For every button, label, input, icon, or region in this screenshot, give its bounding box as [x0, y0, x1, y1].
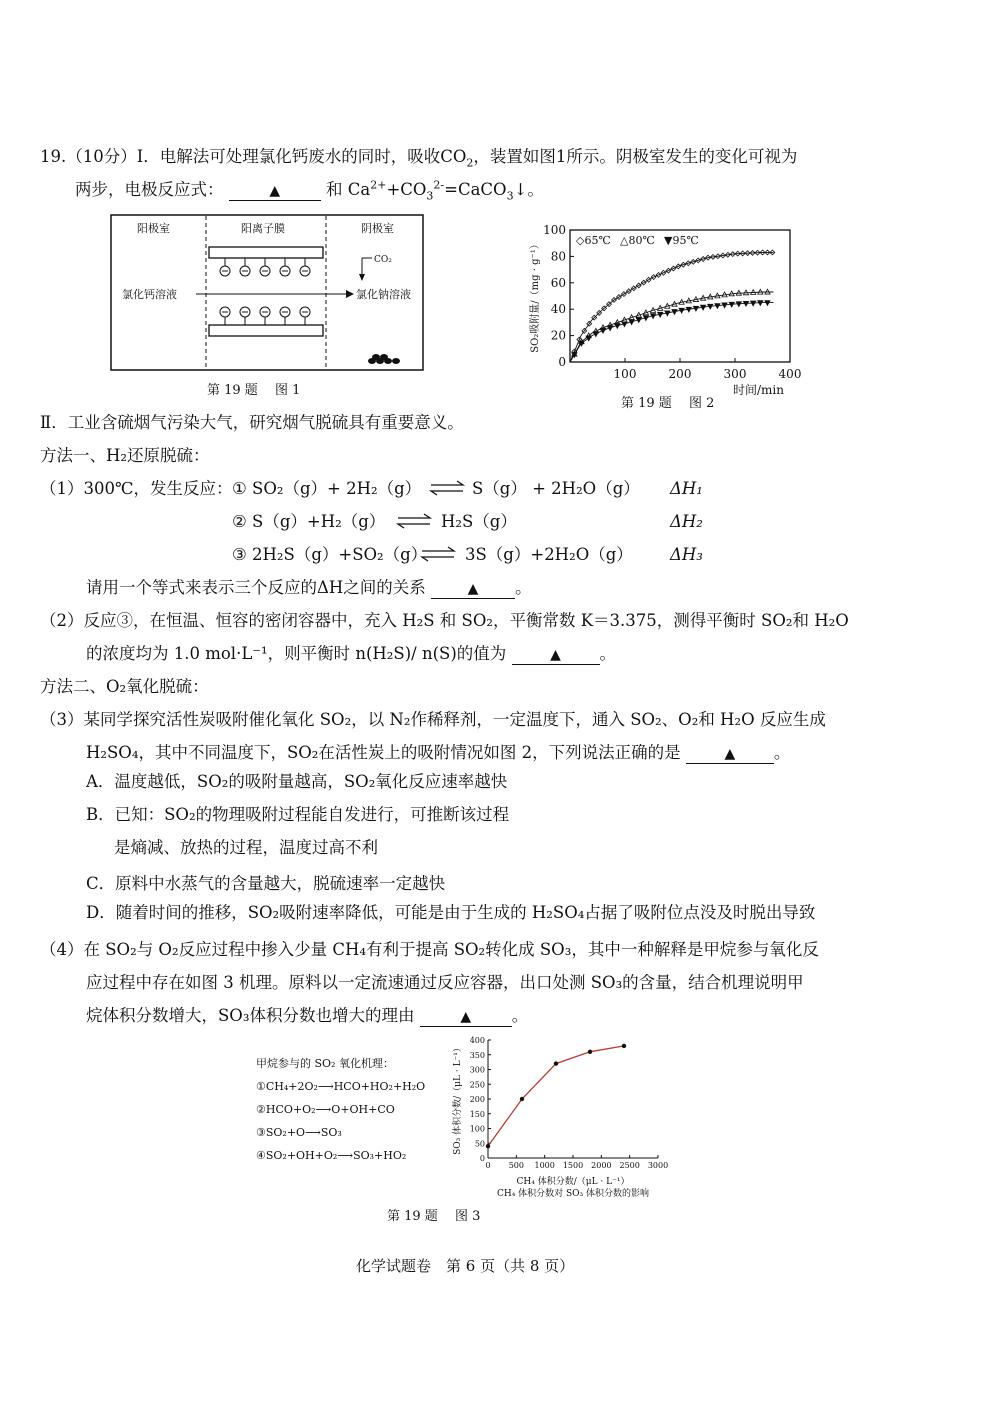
mechanism-step-3: ③SO₂+O⟶SO₃ — [256, 1126, 342, 1139]
x-tick-label: 1000 — [534, 1161, 555, 1170]
series-line — [488, 1046, 624, 1146]
reaction-3-enthalpy: ΔH₃ — [670, 545, 703, 564]
q1-lead: （1）300℃，发生反应： — [40, 479, 233, 498]
y-axis-label: SO₃ 体积分数/（μL · L⁻¹） — [453, 1043, 463, 1155]
left-solution-label: 氯化钙溶液 — [122, 288, 177, 301]
q4-line3: 烷体积分数增大，SO₃体积分数也增大的理由 ▲ 。 — [86, 1006, 529, 1025]
data-point — [622, 1044, 626, 1048]
x-tick-label: 300 — [723, 367, 747, 381]
y-tick-label: 350 — [469, 1050, 485, 1060]
y-tick-label: 60 — [550, 275, 566, 290]
y-tick-label: 40 — [550, 302, 566, 317]
reaction-1: ① SO₂（g）+ 2H₂（g） — [232, 479, 422, 498]
y-axis-label: SO₂吸附量/（mg · g⁻¹） — [530, 239, 541, 353]
x-axis-label: CH₄ 体积分数/（μL · L⁻¹） — [516, 1177, 630, 1187]
plot-frame — [570, 230, 790, 362]
y-tick-label: 0 — [479, 1154, 485, 1163]
reaction-1-products: S（g） + 2H₂O（g） — [472, 479, 640, 498]
figure-1-caption: 第 19 题 图 1 — [207, 383, 301, 398]
q19-line2: 两步，电极反应式： ▲ 和 $Ca^{2+}+CO_3^{2-}=CaCO_3↓$。 — [75, 178, 544, 203]
mechanism-list — [256, 1052, 425, 1167]
data-point — [520, 1097, 524, 1101]
mechanism-step-1: ①CH₄+2O₂⟶HCO+HO₂+H₂O — [256, 1080, 426, 1093]
data-point-95℃ — [586, 336, 591, 341]
membrane-label: 阳离子膜 — [241, 222, 285, 235]
legend-entry: ▼95℃ — [664, 234, 699, 247]
co2-label: CO₂ — [374, 255, 392, 265]
x-tick-label: 3000 — [647, 1161, 669, 1170]
x-tick-label: 500 — [508, 1161, 524, 1170]
page-footer: 化学试题卷 第 6 页（共 8 页） — [356, 1257, 575, 1275]
q1-ask-line: 请用一个等式来表示三个反应的ΔH之间的关系 ▲ 。 — [86, 578, 532, 597]
x-tick-label: 0 — [485, 1161, 491, 1170]
option-b-line1[interactable]: B．已知：SO₂的物理吸附过程能自发进行，可推断该过程 — [86, 805, 510, 824]
q2-line1: （2）反应③，在恒温、恒容的密闭容器中，充入 H₂S 和 SO₂，平衡常数 K＝3.375，测得平衡时 SO₂和 H₂O — [40, 611, 849, 630]
x-tick-label: 100 — [613, 367, 637, 381]
y-tick-label: 300 — [469, 1065, 485, 1075]
x-tick-label: 400 — [778, 367, 802, 381]
precipitate-icon — [368, 354, 400, 364]
y-tick-label: 250 — [469, 1080, 485, 1090]
reaction-3: ③ 2H₂S（g）+SO₂（g） — [232, 545, 428, 564]
reaction-2-products: H₂S（g） — [441, 512, 517, 531]
chart-subtitle: CH₄ 体积分数对 SO₃ 体积分数的影响 — [496, 1189, 650, 1199]
answer-blank[interactable]: ▲ — [229, 182, 321, 201]
y-tick-label: 50 — [474, 1139, 485, 1149]
q19-line1: 19.（10分）Ⅰ．电解法可处理氯化钙废水的同时，吸收$CO_2$，装置如图1所示。阴极室发生的变化可视为 — [40, 147, 798, 170]
series-line-80℃ — [570, 292, 774, 362]
q4-line2: 应过程中存在如图 3 机理。原料以一定流速通过反应容器，出口处测 SO₃的含量，结合机理说明甲 — [86, 973, 804, 992]
q2-line2: 的浓度均为 1.0 mol·L⁻¹，则平衡时 n(H₂S)/ n(S)的值为 ▲ 。 — [86, 644, 617, 663]
right-solution-label: 氯化钠溶液 — [356, 288, 411, 301]
reaction-1-enthalpy: ΔH₁ — [670, 479, 703, 498]
method-one-heading: 方法一、H₂还原脱硫： — [40, 446, 210, 465]
data-point — [554, 1061, 558, 1065]
method-two-heading: 方法二、O₂氧化脱硫： — [40, 677, 209, 696]
legend-entry: △80℃ — [620, 234, 655, 247]
legend-entry: ◇65℃ — [576, 234, 611, 247]
figure-2-caption: 第 19 题 图 2 — [621, 396, 715, 411]
q3-line2: H₂SO₄，其中不同温度下，SO₂在活性炭上的吸附情况如图 2，下列说法正确的是 ▲ 。 — [86, 743, 791, 762]
data-point — [588, 1050, 592, 1054]
cathode-chamber-label: 阴极室 — [361, 222, 394, 235]
mechanism-step-4: ④SO₂+OH+O₂⟶SO₃+HO₂ — [256, 1149, 407, 1162]
x-tick-label: 2000 — [591, 1161, 612, 1170]
y-tick-label: 100 — [543, 223, 566, 237]
option-a[interactable]: A．温度越低，SO₂的吸附量越高，SO₂氧化反应速率越快 — [86, 772, 508, 791]
option-d[interactable]: D．随着时间的推移，SO₂吸附速率降低，可能是由于生成的 H₂SO₄占据了吸附位点没及时脱出导致 — [86, 903, 816, 922]
reaction-3-products: 3S（g）+2H₂O（g） — [465, 545, 633, 564]
mechanism-title: 甲烷参与的 SO₂ 氧化机理： — [256, 1057, 394, 1070]
y-tick-label: 150 — [469, 1109, 485, 1119]
y-tick-label: 0 — [558, 355, 566, 369]
membrane-ion-groups — [220, 258, 310, 325]
q4-line1: （4）在 SO₂与 O₂反应过程中掺入少量 CH₄有利于提高 SO₂转化成 SO₃，其中一种解释是甲烷参与氧化反 — [40, 940, 819, 959]
figure-2-chart — [520, 218, 810, 396]
answer-blank[interactable]: ▲ — [686, 745, 774, 764]
figure-3-caption: 第 19 题 图 3 — [387, 1209, 481, 1224]
option-c[interactable]: C．原料中水蒸气的含量越大，脱硫速率一定越快 — [86, 874, 446, 893]
anode-chamber-label: 阳极室 — [137, 222, 170, 235]
x-tick-label: 200 — [668, 367, 692, 381]
answer-blank[interactable]: ▲ — [431, 580, 515, 599]
figure-1-electrolysis-diagram — [110, 214, 425, 374]
x-tick-label: 2500 — [619, 1161, 640, 1170]
option-b-line2: 是熵减、放热的过程，温度过高不利 — [114, 838, 378, 857]
y-tick-label: 400 — [469, 1036, 485, 1045]
answer-blank[interactable]: ▲ — [512, 646, 600, 665]
answer-blank[interactable]: ▲ — [420, 1008, 512, 1027]
figure-3-chart — [448, 1032, 688, 1204]
mechanism-step-2: ②HCO+O₂⟶O+OH+CO — [256, 1103, 395, 1116]
y-tick-label: 20 — [550, 328, 566, 343]
y-tick-label: 200 — [469, 1095, 485, 1104]
q3-line1: （3）某同学探究活性炭吸附催化氧化 SO₂，以 N₂作稀释剂，一定温度下，通入 SO₂、O₂和 H₂O 反应生成 — [40, 710, 826, 729]
reaction-2: ② S（g）+H₂（g） — [232, 512, 386, 531]
reaction-2-enthalpy: ΔH₂ — [670, 512, 703, 531]
x-axis-label: 时间/min — [733, 383, 784, 396]
y-tick-label: 100 — [469, 1124, 485, 1134]
part2-intro: Ⅱ．工业含硫烟气污染大气，研究烟气脱硫具有重要意义。 — [40, 413, 464, 432]
y-tick-label: 80 — [550, 249, 566, 264]
x-tick-label: 1500 — [562, 1161, 584, 1170]
data-point — [486, 1144, 490, 1148]
